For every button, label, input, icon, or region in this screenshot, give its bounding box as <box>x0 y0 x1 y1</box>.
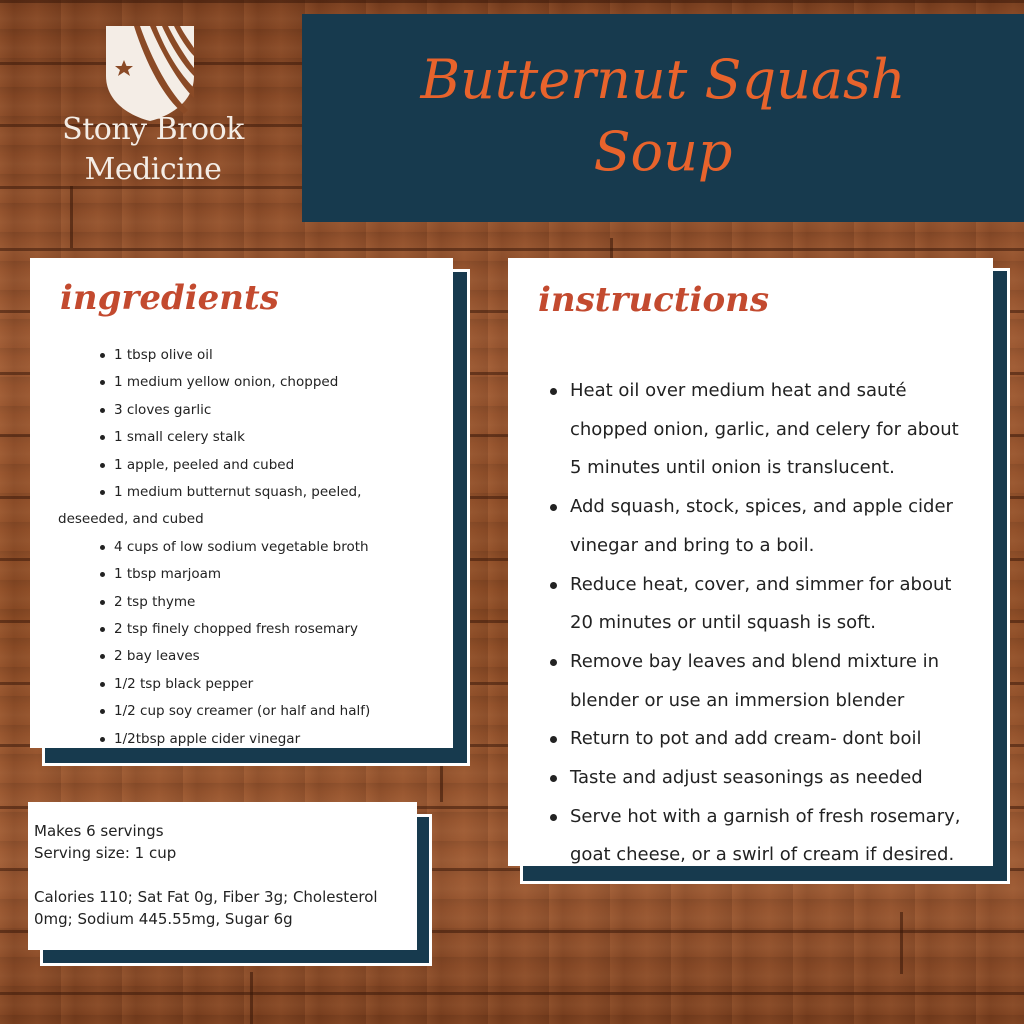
wood-joint <box>900 912 903 974</box>
nutrition-facts-text: Calories 110; Sat Fat 0g, Fiber 3g; Cholesterol 0mg; Sodium 445.55mg, Sugar 6g <box>34 888 378 928</box>
instruction-step: Taste and adjust seasonings as needed <box>538 759 973 798</box>
recipe-title-line-1: Butternut Squash <box>420 48 906 111</box>
instructions-heading: instructions <box>538 280 769 320</box>
ingredient-item: 2 bay leaves <box>58 643 435 670</box>
instruction-step: Reduce heat, cover, and simmer for about 20 minutes or until squash is soft. <box>538 566 973 643</box>
ingredient-item: 1 apple, peeled and cubed <box>58 452 435 479</box>
title-banner <box>302 14 1024 222</box>
ingredient-item: 4 cups of low sodium vegetable broth <box>58 534 435 561</box>
ingredient-item: 1 tbsp marjoam <box>58 561 435 588</box>
recipe-title <box>302 44 1024 188</box>
ingredient-item: 1/2 cup soy creamer (or half and half) <box>58 698 435 725</box>
serving-size-text: Serving size: 1 cup <box>34 844 177 862</box>
logo-line-1: Stony Brook <box>62 112 244 147</box>
ingredient-item: 1 medium yellow onion, chopped <box>58 369 435 396</box>
recipe-title-line-2: Soup <box>593 120 733 183</box>
nutrition-card <box>28 802 417 950</box>
instructions-list <box>538 372 973 875</box>
ingredient-item: 1 tbsp olive oil <box>58 342 435 369</box>
wood-joint <box>250 972 253 1024</box>
logo-line-2: Medicine <box>84 152 222 187</box>
ingredient-item: 2 tsp finely chopped fresh rosemary <box>58 616 435 643</box>
instruction-step: Add squash, stock, spices, and apple cider vinegar and bring to a boil. <box>538 488 973 565</box>
instruction-step: Serve hot with a garnish of fresh rosemary, goat cheese, or a swirl of cream if desired. <box>538 798 973 875</box>
ingredients-list <box>58 342 435 753</box>
instruction-step: Heat oil over medium heat and sauté chopped onion, garlic, and celery for about 5 minutes until onion is translucent. <box>538 372 973 488</box>
ingredients-card <box>30 258 453 748</box>
ingredients-heading: ingredients <box>60 278 279 318</box>
ingredient-item: 3 cloves garlic <box>58 397 435 424</box>
stony-brook-logo <box>28 14 278 204</box>
ingredient-item: 2 tsp thyme <box>58 589 435 616</box>
ingredient-item: 1/2 tsp black pepper <box>58 671 435 698</box>
instruction-step: Remove bay leaves and blend mixture in blender or use an immersion blender <box>538 643 973 720</box>
ingredient-item: 1 medium butternut squash, peeled, deseeded, and cubed <box>58 479 435 534</box>
shield-icon <box>104 24 196 122</box>
instruction-step: Return to pot and add cream- dont boil <box>538 720 973 759</box>
instructions-card <box>508 258 993 866</box>
servings-text: Makes 6 servings <box>34 822 164 840</box>
ingredient-item: 1/2tbsp apple cider vinegar <box>58 726 435 753</box>
ingredient-item: 1 small celery stalk <box>58 424 435 451</box>
